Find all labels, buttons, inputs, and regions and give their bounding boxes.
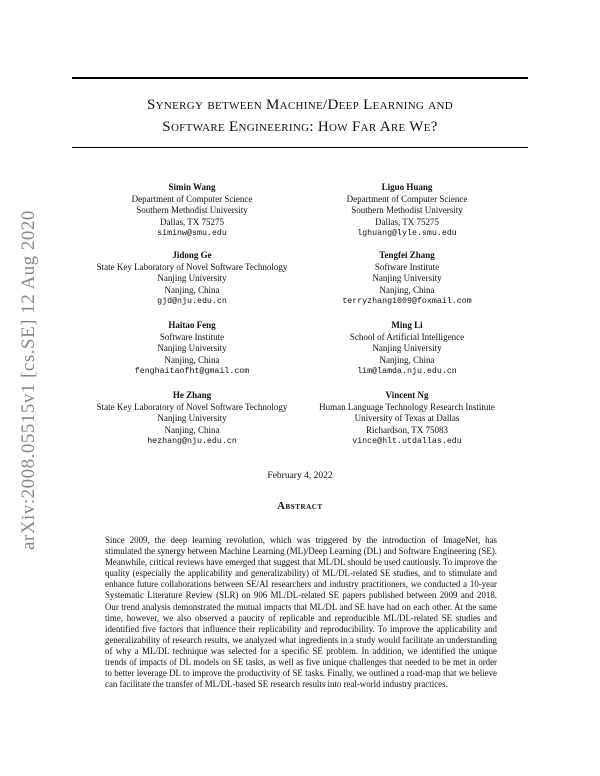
author-affiliation: Nanjing University	[157, 413, 227, 423]
arxiv-id: arXiv:2008.05515v1 [cs.SE] 12 Aug 2020	[18, 210, 39, 550]
author-affiliation: Nanjing, China	[164, 354, 220, 365]
author-block	[72, 182, 312, 240]
author-affiliation: Dallas, TX 75275	[374, 216, 440, 227]
author-block	[287, 250, 527, 308]
author-affiliation: Nanjing University	[157, 343, 227, 353]
author-email: terryzhang1009@foxmail.com	[342, 297, 472, 306]
author-name: Jidong Ge	[172, 250, 212, 260]
author-affiliation: Nanjing University	[372, 273, 442, 283]
author-affiliation: Southern Methodist University	[136, 205, 248, 215]
author-affiliation: Software Institute	[159, 331, 225, 342]
author-name: Liguo Huang	[381, 182, 433, 192]
author-email: hezhang@nju.edu.cn	[147, 437, 237, 446]
paper-title	[72, 94, 528, 138]
author-name: He Zhang	[172, 390, 212, 400]
author-affiliation: Nanjing University	[157, 273, 227, 283]
paper-date: February 4, 2022	[267, 471, 333, 481]
author-name: Vincent Ng	[385, 390, 429, 400]
author-email: gjd@nju.edu.cn	[157, 297, 227, 306]
author-name: Haitao Feng	[168, 320, 216, 330]
author-block	[72, 250, 312, 308]
author-block	[287, 390, 527, 448]
author-block	[287, 182, 527, 240]
author-name: Simin Wang	[168, 182, 216, 192]
author-affiliation: Dallas, TX 75275	[159, 216, 225, 227]
author-affiliation: Nanjing, China	[379, 284, 435, 295]
author-block	[287, 320, 527, 378]
abstract-text: Since 2009, the deep learning revolution, which was triggered by the introduction of ImageNet, has stimulated the synergy between Machine Learning (ML)/Deep Learning (DL) and Software Engineering (SE). Meanwhile, critical reviews have emerged that suggest that ML/DL should be used cautiously. To improve the quality (especially the applicability and generalizability) of ML/DL-related SE studies, and to stimulate and enhance future collaborations between SE/AI researchers and industry practitioners, we conducted a 10-year Systematic Literature Review (SLR) on 906 ML/DL-related SE papers published between 2009 and 2018. Our trend analysis demonstrated the mutual impacts that ML/DL and SE have had on each other. At the same time, however, we also observed a paucity of replicable and reproducible ML/DL-related SE studies and identified five factors that influence their replicability and reproducibility. To improve the applicability and generalizability of research results, we analyzed what ingredients in a study would facilitate an understanding of why a ML/DL technique was selected for a specific SE problem. In addition, we identified the unique trends of impacts of DL models on SE tasks, as well as five unique challenges that needed to be met in order to better leverage DL to improve the productivity of SE tasks. Finally, we outlined a road-map that we believe can facilitate the transfer of ML/DL-based SE research results into real-world industry practices.	[105, 535, 497, 690]
author-affiliation: Department of Computer Science	[131, 193, 253, 204]
abstract-heading: Abstract	[277, 501, 323, 512]
author-email: lim@lamda.nju.edu.cn	[357, 367, 457, 376]
author-affiliation: Southern Methodist University	[351, 205, 463, 215]
author-email: siminw@smu.edu	[157, 229, 227, 238]
author-affiliation: Human Language Technology Research Institute	[319, 401, 495, 412]
author-affiliation: Nanjing, China	[379, 354, 435, 365]
title-bottom-rule	[72, 147, 528, 148]
author-affiliation: Software Institute	[374, 261, 440, 272]
author-affiliation: Nanjing University	[372, 343, 442, 353]
author-affiliation: Nanjing, China	[164, 424, 220, 435]
author-email: fenghaitaofht@gmail.com	[134, 367, 250, 376]
author-block	[72, 320, 312, 378]
arxiv-watermark	[10, 200, 48, 560]
author-affiliation: State Key Laboratory of Novel Software Technology	[96, 261, 288, 272]
author-affiliation: School of Artificial Intelligence	[349, 331, 465, 342]
title-line-2: Software Engineering: How Far Are We?	[162, 119, 438, 135]
author-affiliation: Richardson, TX 75083	[365, 424, 449, 435]
author-email: vince@hlt.utdallas.edu	[352, 437, 462, 446]
title-line-1: Synergy between Machine/Deep Learning and	[147, 97, 453, 113]
title-top-rule	[72, 77, 528, 79]
author-affiliation: State Key Laboratory of Novel Software Technology	[96, 401, 288, 412]
author-affiliation: University of Texas at Dallas	[354, 413, 460, 423]
author-name: Tengfei Zhang	[379, 250, 435, 260]
author-name: Ming Li	[391, 320, 423, 330]
author-affiliation: Department of Computer Science	[346, 193, 468, 204]
author-email: lghuang@lyle.smu.edu	[357, 229, 457, 238]
author-block	[72, 390, 312, 448]
author-affiliation: Nanjing, China	[164, 284, 220, 295]
